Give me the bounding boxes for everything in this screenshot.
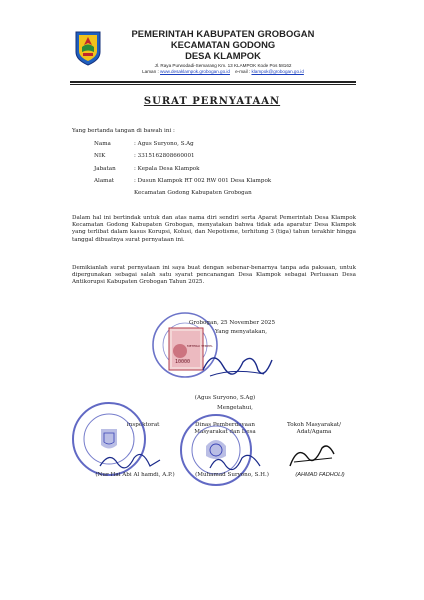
website-link[interactable]: www.desaklampok.grobogan.go.id bbox=[160, 69, 230, 74]
field-label: NIK bbox=[94, 153, 106, 159]
witness-title-line: Adat/Agama bbox=[296, 429, 332, 436]
email-label: e-mail : bbox=[235, 69, 251, 74]
email-link[interactable]: klampok@grobogan.go.id bbox=[251, 69, 304, 74]
witness-2-name: (Muhamad Suryono, S.H.) bbox=[195, 472, 269, 478]
witness-3-title bbox=[262, 422, 366, 436]
letterhead bbox=[0, 0, 424, 92]
intro-text: Yang bertanda tangan di bawah ini : bbox=[72, 128, 175, 134]
letterhead-village: DESA KLAMPOK bbox=[185, 50, 261, 61]
witness-title-line: Dinas Pemberdayaan bbox=[195, 422, 255, 428]
closing-paragraph: Demikianlah surat pernyataan ini saya buat dengan sebenar-benarnya tanpa ada paksaan, untuk dipergunakan sebagai salah satu syarat pencanangan Desa Klampok sebagai Perluasan Desa Antikorupsi Kabupaten Grobogan Tahun 2025. bbox=[72, 265, 356, 286]
document-title: SURAT PERNYATAAN bbox=[143, 96, 281, 107]
letterhead-divider-thin bbox=[70, 84, 356, 85]
field-label: Alamat bbox=[94, 178, 115, 184]
meterai-value: 10000 bbox=[175, 359, 191, 365]
letterhead-divider bbox=[70, 81, 356, 83]
signer-name: (Agus Suryono, S.Ag) bbox=[194, 395, 256, 401]
witness-3-name: (AHMAD FADHOLI) bbox=[295, 472, 345, 478]
field-value: : Kepala Desa Klampok bbox=[134, 166, 200, 172]
letterhead-district: KECAMATAN GODONG bbox=[170, 39, 276, 50]
website-label: Laman : bbox=[142, 69, 159, 74]
witness-title-line: Masyarakat dan Desa bbox=[194, 429, 256, 436]
place-date: Grobogan, 25 November 2025 bbox=[188, 320, 276, 326]
letterhead-government: PEMERINTAH KABUPATEN GROBOGAN bbox=[131, 28, 315, 39]
witness-title-line: Inspektorat bbox=[126, 422, 160, 428]
signer-role: Yang menyatakan, bbox=[215, 329, 267, 336]
field-value: Kecamatan Godong Kabupaten Grobogan bbox=[134, 190, 252, 196]
field-value: : Agus Suryono, S.Ag bbox=[134, 141, 194, 147]
witness-1-name: (Nur Hai Abi Al hamdi, A.P.) bbox=[95, 472, 175, 478]
witness-title-line: Tokoh Masyarakat/ bbox=[286, 422, 342, 428]
meterai-label: METERAI TEMPEL bbox=[187, 344, 213, 348]
letterhead-address: Jl. Raya Purwodadi-Semarang Km. 13 KLAMPOK Kode Pos 58162 bbox=[154, 63, 292, 68]
field-value: : Dusun Klampok RT 002 RW 001 Desa Klampok bbox=[134, 178, 272, 184]
letterhead-contact bbox=[108, 69, 338, 75]
field-label: Jabatan bbox=[94, 166, 116, 172]
field-value: : 3315162808660001 bbox=[134, 153, 195, 159]
head-of-village-signature bbox=[198, 340, 278, 394]
statement-paragraph: Dalam hal ini bertindak untuk dan atas nama diri sendiri serta Aparat Pemerintah Desa Klampok Kecamatan Godong Kabupaten Grobogan, menyatakan bahwa tidak ada aparatur Desa Klampok yang terlibat dalam kasus Korupsi, Kolusi, dan Nepotisme, terhitung 3 (tiga) tahun terakhir hingga tanggal dibuatnya surat pernyataan ini. bbox=[72, 215, 356, 243]
grobogan-regency-logo-icon bbox=[74, 30, 102, 66]
field-label: Nama bbox=[94, 141, 111, 147]
acknowledged-label: Mengetahui, bbox=[217, 405, 253, 411]
